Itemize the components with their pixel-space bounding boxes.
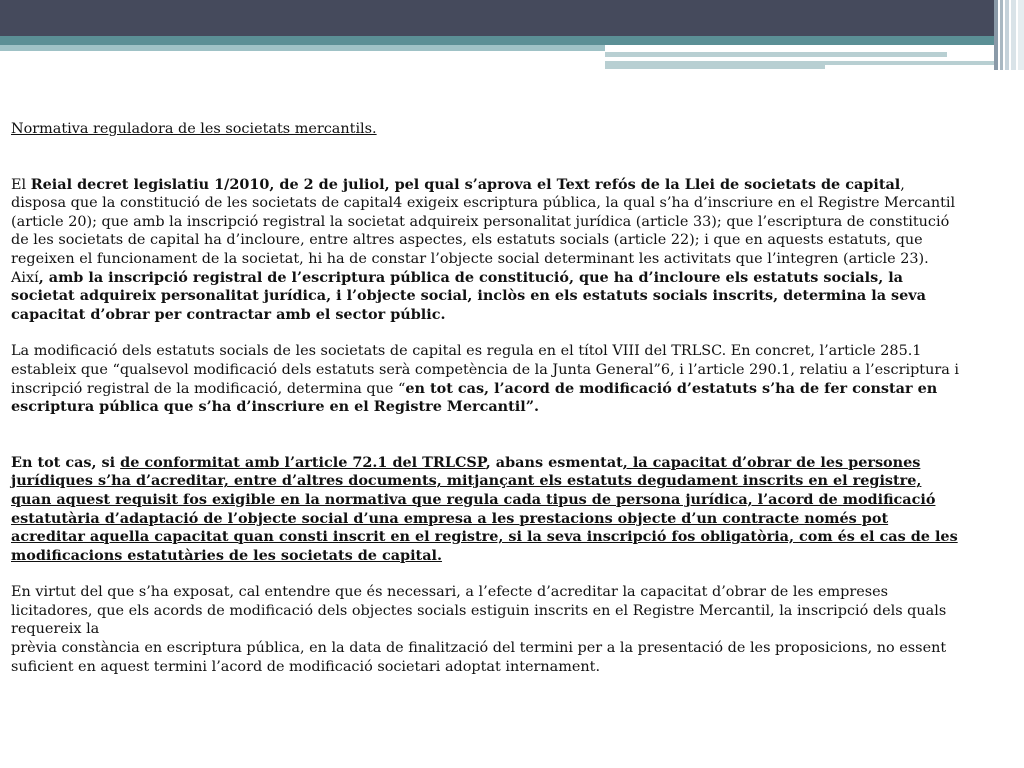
p5-text-1: En virtut del que s’ha exposat, cal entendre que és necessari, a l’efecte d’acreditar la capacitat d’obrar de les empreses licitadores, que els acords de modificació dels objectes socials estiguin inscrits en el Registre Mercantil, la inscripció dels quals requereix la <box>11 584 947 638</box>
p2-text-1: Així <box>11 269 39 286</box>
header-band-teal <box>0 36 1024 45</box>
header-band-pale-1 <box>605 52 947 57</box>
header-band-white <box>605 45 1000 51</box>
paragraph-modificacio <box>11 342 961 416</box>
slide-body <box>11 120 961 676</box>
p3-bold-1: en tot cas, l’acord de modificació d’estatuts s’ha de fer constar en escriptura pública que s’ha d’inscriure en el Registre Mercantil <box>11 379 938 416</box>
slide-heading: Normativa reguladora de les societats mercantils. <box>11 121 377 137</box>
spacer <box>11 324 961 342</box>
header-band-pale-3 <box>825 61 1000 65</box>
p4-underline-1: de conformitat amb l’article 72.1 del TRLCSP <box>120 453 486 471</box>
p2-bold-1: , amb la inscripció registral de l’escriptura pública de constitució, que ha d’incloure els estatuts socials, la societat adquireix personalitat jurídica, i l’objecte social, inclòs en els estatuts socials inscrits, determina la seva capacitat d’obrar per contractar amb el sector públic. <box>11 268 926 323</box>
paragraph-aixi <box>11 269 961 325</box>
spacer <box>11 565 961 583</box>
p4-bold-2: , abans esmentat <box>485 453 623 471</box>
p5-text-2: prèvia constància en escriptura pública, en la data de finalització del termini per a la presentació de les proposicions, no essent suficient en aquest termini l’acord de modificació societari adoptat internament. <box>11 640 947 675</box>
spacer <box>11 417 961 454</box>
header-band-pale-2 <box>605 61 825 69</box>
paragraph-en-tot-cas <box>11 454 961 566</box>
p1-text-2: , disposa que la constitució de les societats de capital4 exigeix escriptura pública, la qual s’ha d’inscriure en el Registre Mercantil (article 20); que amb la inscripció registral la societat adquireix personalitat jurídica (article 33); que l’escriptura de constitució de les societats de capital ha d’incloure, entre altres aspectes, els estatuts socials (article 22); i que en aquests estatuts, que regeixen el funcionament de la societat, hi ha de constar l’objecte social determinant les activitats que l’integren (article 23). <box>11 176 956 267</box>
header-vertical-stripes <box>994 0 1024 70</box>
p4-bold-1: En tot cas, si <box>11 453 121 471</box>
paragraph-en-virtut <box>11 583 961 676</box>
p1-bold-1: Reial decret legislatiu 1/2010, de 2 de juliol, pel qual s’aprova el Text refós de la Llei de societats de capital <box>30 175 901 193</box>
p3-text-1: La modificació dels estatuts socials de les societats de capital es regula en el títol VIII del TRLSC. En concret, l’article 285.1 estableix que “qualsevol modificació dels estatuts serà competència de la Junta General”6, i l’article 290.1, relatiu a l’escriptura i inscripció registral de la modificació, determina que “ <box>11 343 959 397</box>
header-bar <box>0 0 1024 36</box>
p1-text-1: El <box>11 176 31 193</box>
p4-underline-2: , la capacitat d’obrar de les persones jurídiques s’ha d’acreditar, entre d’altres documents, mitjançant els estatuts degudament inscrits en el registre, quan aquest requisit fos exigible en la normativa que regula cada tipus de persona jurídica, l’acord de modificació estatutària d’adaptació de l’objecte social d’una empresa a les prestacions objecte d’un contracte només pot acreditar aquella capacitat quan consti inscrit en el registre, si la seva inscripció fos obligatòria, com és el cas de les modificacions estatutàries de les societats de capital. <box>11 453 958 564</box>
paragraph-reial-decret <box>11 176 961 269</box>
header-band-light <box>0 45 605 51</box>
p3-text-2: ”. <box>525 398 539 416</box>
